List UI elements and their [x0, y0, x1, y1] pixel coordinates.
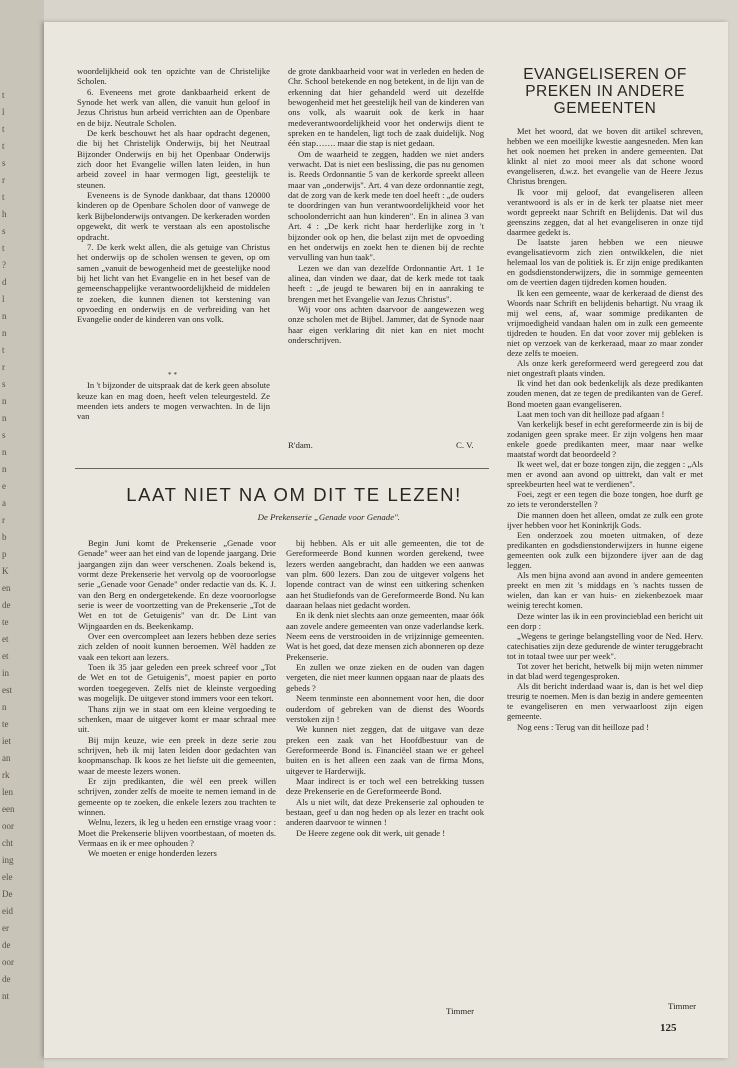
paragraph: Die mannen doen het alleen, omdat ze zulk een grote ijver hebben voor het Koninkrijk Gods. — [507, 509, 703, 530]
gutter-fragment: oor — [2, 957, 14, 967]
article-prekenserie-col1 — [78, 538, 276, 859]
gutter-fragment: r — [2, 515, 5, 525]
paragraph: „Wegens te geringe belangstelling voor de Ned. Herv. catechisaties zijn deze gedurende de winter teruggebracht tot in totaal twee uur per week". — [507, 630, 703, 661]
paragraph: Foei, zegt er een tegen die boze tongen, hoe durft ge zo iets te veronderstellen ? — [507, 489, 703, 510]
paragraph: Ik weet wel, dat er boze tongen zijn, die zeggen : „Als men er avond aan avond op uittrekt, dan valt er met spreekbeurten heel wat te verdienen". — [507, 459, 703, 490]
paragraph: Als dit bericht inderdaad waar is, dan is het wel diep treurig te noemen. Men is dan bezig in andere gemeenten te evangeliseren en men verwaarloost zijn eigen gemeente. — [507, 681, 703, 722]
paragraph: De kerk beschouwt het als haar opdracht degenen, die bij het Christelijk Onderwijs, bij het Neutraal Bijzonder Onderwijs en bij het Openbaar Onderwijs zich door het Evangelie willen laten leiden, in hun arbeid zoveel in haar vermogen ligt, geestelijk te steunen. — [77, 128, 270, 190]
gutter-fragment: De — [2, 889, 13, 899]
gutter-fragment: n — [2, 447, 7, 457]
gutter-fragment: te — [2, 617, 9, 627]
paragraph: Laat men toch van dit heilloze pad afgaan ! — [517, 408, 665, 419]
gutter-fragment: ? — [2, 260, 6, 270]
paragraph: 6. Eveneens met grote dankbaarheid erkent de Synode het werk van allen, die vanuit hun geloof in Jezus Christus hun arbeid verrichten aan de Openbare en de bijz. Neutrale Scholen. — [77, 86, 270, 128]
gutter-fragment: cht — [2, 838, 13, 848]
gutter-fragment: et — [2, 634, 9, 644]
gutter-fragment: K — [2, 566, 9, 576]
gutter-fragment: t — [2, 124, 5, 134]
author-initials: C. V. — [456, 440, 474, 450]
gutter-fragment: eid — [2, 906, 13, 916]
paragraph: We moeten er enige honderden lezers — [88, 848, 217, 859]
paragraph: Wij voor ons achten daarvoor de aangewezen weg onze scholen met de Bijbel. Jammer, dat de Synode naar haar eigen verklaring dit niet kan en niet mocht onderschrijven. — [288, 303, 484, 345]
article-evangeliseren — [507, 126, 703, 732]
paragraph: En ik denk niet slechts aan onze gemeenten, maar óók aan zovele andere gemeenten van onze vaderlandse kerk. Neem eens de verstrooiden in de vrijzinnige gemeenten. Wat is het goed, dat deze mensen zich abonneren op deze Prekenserie. — [286, 610, 484, 662]
author-place: R'dam. — [288, 440, 313, 450]
paragraph: Thans zijn we in staat om een kleine vergoeding te schenken, maar de uitgever komt er maar schraal mee uit. — [78, 703, 276, 735]
gutter-fragment: r — [2, 175, 5, 185]
article-heading-main: LAAT NIET NA OM DIT TE LEZEN! — [126, 484, 462, 505]
paragraph: In 't bijzonder de uitspraak dat de kerk geen absolute keuze kan en mag doen, heeft velen teleurgesteld. Ze meenden iets anders te mogen verwachten. In de lijn van — [77, 380, 270, 422]
gutter-fragment: t — [2, 345, 5, 355]
gutter-fragment: iet — [2, 736, 11, 746]
article-subtitle: De Prekenserie „Genade voor Genade". — [257, 512, 400, 522]
paragraph: Deze winter las ik in een provincieblad een bericht uit een dorp : — [507, 610, 703, 631]
gutter-fragment: rk — [2, 770, 10, 780]
gutter-fragment: r — [2, 362, 5, 372]
paragraph: Toen ik 35 jaar geleden een preek schreef voor „Tot de Wet en tot de Getuigenis", moest papier en porto worden toegegeven. Zelfs niet de kleinste vergoeding was mogelijk. De uitgever stond immers voor een tekort. — [78, 662, 276, 704]
paragraph: Om de waarheid te zeggen, hadden we niet anders verwacht. Dat is niet een beslissing, die pas nu genomen is. Reeds Ordonnantie 5 van de kerkorde spreekt alleen maar van „onderwijs". Art. 4 van deze ordonnantie zegt, dat de zorg van de kerk mede ten doel heeft : „de ouders te doordringen van hun verantwoordelijkheid voor het schoolonderricht aan hun kinderen". En in alinea 3 van Art. 4 : „De kerk richt haar herderlijke zorg in 't bijzonder ook op hen, die belast zijn met de opvoeding en het onderwijs en zoekt hen te dienen bij de rechte vervulling van hun taak". — [288, 148, 484, 263]
paragraph: Tot zover het bericht, hetwelk bij mijn weten nimmer in dat blad werd tegengesproken. — [507, 660, 703, 682]
gutter-fragment: er — [2, 923, 9, 933]
paragraph: Ik voor mij geloof, dat evangeliseren alleen verantwoord is als er in de kerk ter plaatse niet meer wordt gepreekt naar Schrift en Belijdenis. Dat wil dus geenszins zeggen, dat al het evangeliseren in onze tijd daarmee gedekt is. — [507, 186, 703, 237]
paragraph: Neem tenminste een abonnement voor hen, die door ouderdom of gebreken van de dienst des Woords verstoken zijn ! — [286, 693, 484, 724]
paragraph: Als onze kerk gereformeerd werd geregeerd zou dat niet ongestraft plaats vinden. — [507, 358, 703, 379]
author-signature-bottom: Timmer — [446, 1006, 475, 1016]
gutter-fragment: n — [2, 328, 7, 338]
gutter-fragment: e — [2, 481, 6, 491]
gutter-fragment: oor — [2, 821, 14, 831]
gutter-fragment: an — [2, 753, 11, 763]
gutter-fragment: n — [2, 464, 7, 474]
gutter-fragment: n — [2, 702, 7, 712]
paragraph: De laatste jaren hebben we een nieuwe evangelisatievorm zich zien ontwikkelen, die niet helemaal los van de politiek is. Er zijn enige predikanten en godsdienstonderwijzers, die in sommige gemeenten om de veertien dagen tijdreden komen houden. — [507, 237, 703, 288]
gutter-fragment: p — [2, 549, 7, 559]
paragraph: Van kerkelijk besef in echt gereformeerde zin is bij de zodanigen geen sprake meer. Er zijn volgens hen maar enkele goede predikanten meer, maar naar welke maatstaf wordt dat beoordeeld ? — [507, 418, 703, 459]
gutter-fragment: l — [2, 294, 5, 304]
gutter-fragment: b — [2, 532, 7, 542]
gutter-fragment: s — [2, 158, 6, 168]
paragraph: De Heere zegene ook dit werk, uit genade ! — [296, 827, 446, 838]
gutter-fragment: de — [2, 600, 11, 610]
paragraph: Als u niet wilt, dat deze Prekenserie zal ophouden te bestaan, geef u dan nog heden op als lezer en tracht ook anderen daarvoor te winnen ! — [286, 796, 484, 828]
paragraph: En zullen we onze zieken en de ouden van dagen vergeten, die niet meer kunnen opgaan naar de plaats des gebeds ? — [286, 662, 484, 693]
paragraph: Als men bijna avond aan avond in andere gemeenten preekt en men zit 's middags en 's nachts tussen de wielen, dan kan er van huis- en ziekenbezoek maar weinig terecht komen. — [507, 570, 703, 611]
gutter-fragment: a — [2, 498, 6, 508]
gutter-fragment: t — [2, 90, 5, 100]
page-number: 125 — [660, 1022, 677, 1034]
paragraph: Bij mijn keuze, wie een preek in deze serie zou schrijven, heb ik mij laten leiden door gedachten van koopmanschap. Ik koos ze het liefste uit die gemeenten, waar de meeste lezers wonen. — [78, 734, 276, 776]
gutter-fragment: h — [2, 209, 7, 219]
gutter-fragment: et — [2, 651, 9, 661]
left-page-gutter — [0, 0, 44, 1068]
paragraph: Er zijn predikanten, die wèl een preek willen schrijven, zonder zelfs de moeite te nemen iemand in de gemeente op te zoeken, die enkele lezers zou trachten te winnen. — [78, 775, 276, 817]
gutter-fragment: n — [2, 396, 7, 406]
gutter-fragment: t — [2, 192, 5, 202]
paragraph: bij hebben. Als er uit alle gemeenten, die tot de Gereformeerde Bond kunnen worden gerekend, twee lezers werden aangebracht, dan hadden we een aanwas van plm. 600 lezers. Dan zou de uitgever volgens het lopende contract van de winst een uitkering schenken aan het Studiefonds van de Gereformeerde Bond. Nu kan daaraan helaas niet gedacht worden. — [286, 538, 484, 611]
paragraph: woordelijkheid ook ten opzichte van de Christelijke Scholen. — [77, 66, 270, 87]
gutter-fragment: s — [2, 379, 6, 389]
gutter-fragment: t — [2, 243, 5, 253]
paragraph: Maar indirect is er toch wel een betrekking tussen deze Prekenserie en de Gereformeerde Bond. — [286, 775, 484, 797]
paragraph: Lezen we dan van dezelfde Ordonnantie Art. 1 1e alinea, dan vinden we daar, dat de kerk mede tot taak heeft : „de jeugd te bewaren bij en in aanraking te brengen met het Evangelie van Jezus Christus". — [288, 262, 484, 304]
paragraph: We kunnen niet zeggen, dat de uitgave van deze preken een zaak van het Hoofdbestuur van de Gereformeerde Bond is. Financiëel staan we er geheel buiten en is het alleen een zaak van de firma Mons, uitgever te Harderwijk. — [286, 724, 484, 776]
gutter-fragment: s — [2, 226, 6, 236]
article-continuation-left — [77, 66, 270, 325]
article-heading-evangeliseren: EVANGELISEREN OF PREKEN IN ANDERE GEMEENTEN — [523, 66, 687, 117]
paragraph: Ik vind het dan ook bedenkelijk als deze predikanten zouden menen, dat ze tegen de predikanten van de Geref. Bond moeten gaan evangeliseren. — [507, 378, 703, 409]
gutter-fragment: s — [2, 430, 6, 440]
gutter-fragment: nt — [2, 991, 10, 1001]
paragraph: de grote dankbaarheid voor wat in verleden en heden de Chr. School betekende en nog betekent, in de lijn van de erkenning dat hier gehandeld werd uit dezelfde bewogenheid met het geestelijk heil van de kinderen van ons volk, als waaruit ook de kerk in haar medeverantwoordelijkheid voor het onderwijs dient te spreken en te handelen, ligt toch de zaak duidelijk. Nog één stap……. maar die stap is niet gedaan. — [288, 66, 484, 149]
gutter-fragment: len — [2, 787, 13, 797]
paragraph: Nog eens : Terug van dit heilloze pad ! — [517, 721, 649, 732]
paragraph: Begin Juni komt de Prekenserie „Genade voor Genade" weer aan het eind van de lopende jaargang. Drie jaargangen zijn dan weer verschenen. Zoals bekend is, vormt deze Prekenserie het vervolg op de vooroorlogse serie „Genade voor Genade" onder redactie van ds. K. J. van den Berg en ondergetekende. En deze vooroorlogse serie is weer de voortzetting van de Prekenserie „Tot de Wet en tot de Getuigenis" van dr. De Lint van Wijngaarden en ds. Beekenkamp. — [78, 538, 276, 631]
gutter-fragment: n — [2, 311, 7, 321]
gutter-fragment: een — [2, 804, 15, 814]
paragraph: Over een overcompleet aan lezers hebben deze series zich zelden of nooit kunnen beroemen. Wèl hadden ze vaak een tekort aan lezers. — [78, 631, 276, 662]
article-continuation-left-tail — [77, 370, 270, 422]
paragraph: Eveneens is de Synode dankbaar, dat thans 120000 kinderen op de Openbare Scholen door of vanwege de kerk Bijbelonderwijs ontvangen. De kerkeraden worden opgewekt, dit werk te verstaan als een apostolische opdracht. — [77, 190, 270, 242]
gutter-fragment: de — [2, 974, 11, 984]
gutter-fragment: est — [2, 685, 12, 695]
paragraph: Een onderzoek zou moeten uitmaken, of deze predikanten en godsdienstonderwijzers in hunne eigene gemeenten ook zulk een bijzondere ijver aan de dag leggen. — [507, 529, 703, 571]
paragraph: Ik ken een gemeente, waar de kerkeraad de dienst des Woords naar Schrift en belijdenis behartigt. Nu vraag ik mij wel eens, af, waar sommige predikanten de vrijmoedigheid vandaan halen om in zulk een gemeente tijdreden te houden. En dat voor zover mij gebleken is niet op verzoek van de kerkeraad, maar zo maar zonder deze zelfs te moeien. — [507, 287, 703, 359]
author-signature-right: Timmer — [668, 1001, 697, 1011]
divider-rule — [75, 468, 489, 469]
gutter-fragment: en — [2, 583, 11, 593]
gutter-fragment: ing — [2, 855, 14, 865]
paragraph: Welnu, lezers, ik leg u heden een ernstige vraag voor : Moet die Prekenserie blijven voortbestaan, of moeten ds. Vermaas en ik er mee ophouden ? — [78, 817, 276, 848]
paragraph: 7. De kerk wekt allen, die als getuige van Christus het onderwijs op de scholen wensen te geven, op om samen „vanuit de bewogenheid met de geestelijke nood bij het licht van het Evangelie en in het besef van de gemeenschappelijke verantwoordelijkheid de middelen te zoeken, die kunnen dienen tot kerstening van opvoeding en onderwijs en de verbreiding van het Evangelie onder de kinderen van ons volk. — [77, 241, 270, 325]
gutter-fragment: in — [2, 668, 10, 678]
gutter-fragment: de — [2, 940, 11, 950]
gutter-fragment: n — [2, 413, 7, 423]
article-prekenserie-col2 — [286, 538, 484, 838]
paragraph: Met het woord, dat we boven dit artikel schreven, hebben we een moeilijke kwestie aangesneden. Men kan het ook noemen het preken in andere gemeenten. Dat klinkt al niet zo mooi meer als dat schone woord evangeliseren, d.w.z. het evangelie van de Heere Jezus Christus brengen. — [507, 126, 703, 187]
article-continuation-middle — [288, 66, 484, 345]
gutter-fragment: t — [2, 141, 5, 151]
gutter-fragment: ele — [2, 872, 13, 882]
gutter-fragment: te — [2, 719, 9, 729]
gutter-fragment: d — [2, 277, 7, 287]
section-separator: ** — [168, 371, 179, 379]
gutter-fragment: l — [2, 107, 5, 117]
